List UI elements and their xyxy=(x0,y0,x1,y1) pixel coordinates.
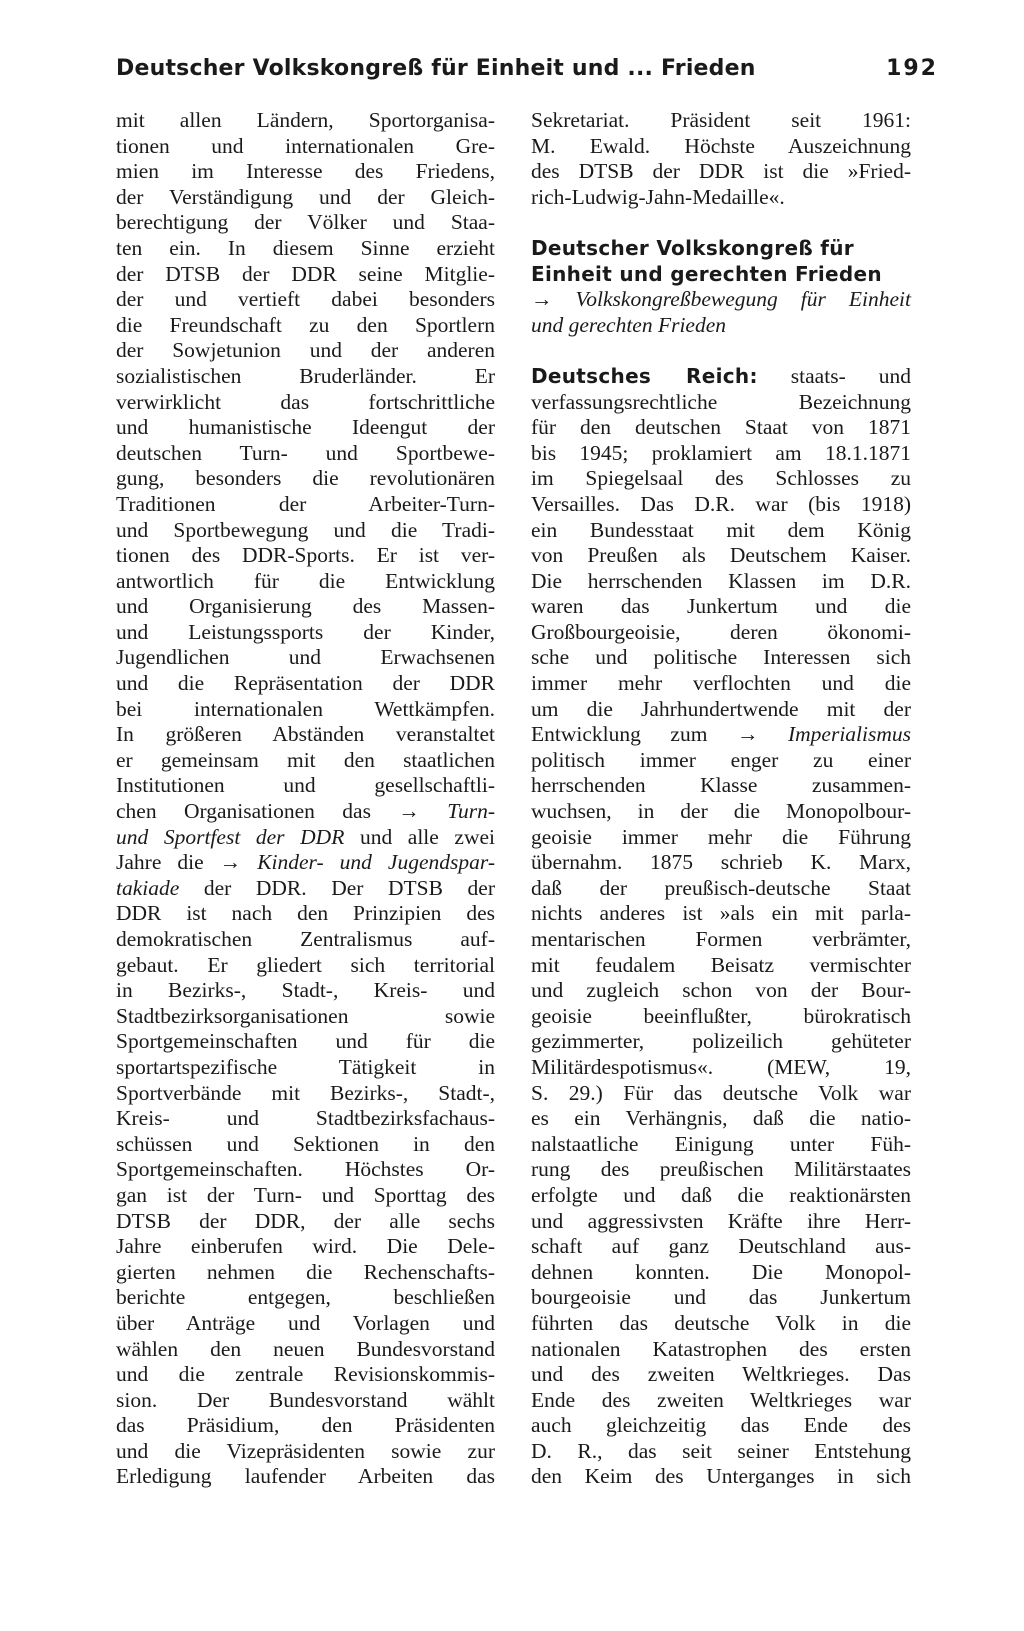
body-line: rung des preußischen Militärstaates xyxy=(531,1157,911,1182)
body-line: übernahm. 1875 schrieb K. Marx, xyxy=(531,850,911,875)
entry-heading-text: Einheit und gerechten Frieden xyxy=(531,261,882,286)
body-line: von Preußen als Deutschem Kaiser. xyxy=(531,543,911,568)
body-line: den Keim des Unterganges in sich xyxy=(531,1464,911,1489)
body-line: Jahre einberufen wird. Die Dele- xyxy=(116,1234,495,1259)
body-line: und aggressivsten Kräfte ihre Herr- xyxy=(531,1208,911,1233)
body-line: waren das Junkertum und die xyxy=(531,594,911,619)
cross-reference xyxy=(531,287,911,313)
body-line: und die Repräsentation der DDR xyxy=(116,671,495,696)
body-line: takiade der DDR. Der DTSB der xyxy=(116,875,495,900)
body-line: der Verständigung und der Gleich- xyxy=(116,184,495,209)
body-line: gan ist der Turn- und Sporttag des xyxy=(116,1182,495,1207)
page-number: 192 xyxy=(886,56,938,81)
body-line: er gemeinsam mit den staatlichen xyxy=(116,747,495,772)
body-line: für den deutschen Staat von 1871 xyxy=(531,415,911,440)
body-line: Sportverbände mit Bezirks-, Stadt-, xyxy=(116,1080,495,1105)
body-line: auch gleichzeitig das Ende des xyxy=(531,1413,911,1438)
arrow-icon: → xyxy=(531,287,553,312)
body-line: mit allen Ländern, Sportorganisa- xyxy=(116,108,495,132)
body-line: Traditionen der Arbeiter-Turn- xyxy=(116,491,495,516)
body-line: nationalen Katastrophen des ersten xyxy=(531,1336,911,1361)
entry-spacer xyxy=(531,338,911,364)
body-line: Kreis- und Stadtbezirksfachaus- xyxy=(116,1106,495,1131)
body-line: und die Vizepräsidenten sowie zur xyxy=(116,1438,495,1463)
cross-reference xyxy=(531,313,911,339)
body-line: Entwicklung zum → Imperialismus xyxy=(531,722,911,747)
body-line: und Sportfest der DDR und alle zwei xyxy=(116,824,496,849)
body-line: antwortlich für die Entwicklung xyxy=(116,568,495,593)
body-line: um die Jahrhundertwende mit der xyxy=(531,696,911,721)
body-line: chen Organisationen das → Turn- xyxy=(116,799,495,824)
body-line: über Anträge und Vorlagen und xyxy=(116,1310,495,1335)
body-line: Jahre die → Kinder- und Jugendspar- xyxy=(116,850,495,875)
body-line: ein Bundesstaat mit dem König xyxy=(531,517,911,542)
body-line: Militärdespotismus«. (MEW, 19, xyxy=(531,1054,911,1079)
body-line: gung, besonders die revolutionären xyxy=(116,466,495,491)
body-line: berechtigung der Völker und Staa- xyxy=(116,210,495,235)
body-line: nalstaatliche Einigung unter Füh- xyxy=(531,1131,911,1156)
entry-heading-text: Deutscher Volkskongreß für xyxy=(531,235,854,260)
body-line: geoisie immer mehr die Führung xyxy=(531,824,911,849)
body-line: und zugleich schon von der Bour- xyxy=(531,978,911,1003)
body-line: mien im Interesse des Friedens, xyxy=(116,159,495,184)
body-line: und die zentrale Revisionskommis- xyxy=(116,1362,495,1387)
body-line: im Spiegelsaal des Schlosses zu xyxy=(531,466,911,491)
body-line: ten ein. In diesem Sinne erzieht xyxy=(116,235,495,260)
body-line: tionen des DDR-Sports. Er ist ver- xyxy=(116,543,495,568)
body-line: gezimmerter, polizeilich gehüteter xyxy=(531,1029,911,1054)
body-line: In größeren Abständen veranstaltet xyxy=(116,722,495,747)
cross-reference-link[interactable]: Volkskongreßbewegung für Einheit xyxy=(575,287,911,312)
body-line: und des zweiten Weltkrieges. Das xyxy=(531,1362,911,1387)
body-line: der DTSB der DDR seine Mitglie- xyxy=(116,261,495,286)
body-line: Stadtbezirksorganisationen sowie xyxy=(116,1003,495,1028)
body-line: der Sowjetunion und der anderen xyxy=(116,338,495,363)
body-line: D. R., das seit seiner Entstehung xyxy=(531,1438,911,1463)
body-line: daß der preußisch-deutsche Staat xyxy=(531,875,911,900)
body-line: dehnen konnten. Die Monopol- xyxy=(531,1259,911,1284)
body-line: deutschen Turn- und Sportbewe- xyxy=(116,440,495,465)
body-line: Versailles. Das D.R. war (bis 1918) xyxy=(531,491,911,516)
body-line: wählen den neuen Bundesvorstand xyxy=(116,1336,495,1361)
body-line: der und vertieft dabei besonders xyxy=(116,287,495,312)
body-line: sportartspezifische Tätigkeit in xyxy=(116,1054,495,1079)
body-text: staats- und xyxy=(790,363,911,388)
body-line: Sportgemeinschaften und für die xyxy=(116,1029,495,1054)
body-line: in Bezirks-, Stadt-, Kreis- und xyxy=(116,978,495,1003)
entry-first-line xyxy=(531,364,911,390)
body-line: tionen und internationalen Gre- xyxy=(116,133,495,158)
body-line: bourgeoisie und das Junkertum xyxy=(531,1285,911,1310)
body-line: das Präsidium, den Präsidenten xyxy=(116,1413,495,1438)
entry-heading xyxy=(531,236,911,262)
body-line: die Freundschaft zu den Sportlern xyxy=(116,312,495,337)
body-line: erfolgte und daß die reaktionärsten xyxy=(531,1182,911,1207)
body-line: S. 29.) Für das deutsche Volk war xyxy=(531,1080,911,1105)
body-line: gierten nehmen die Rechenschafts- xyxy=(116,1259,495,1284)
body-line: Die herrschenden Klassen im D.R. xyxy=(531,568,911,593)
body-line: Großbourgeoisie, deren ökonomi- xyxy=(531,619,911,644)
body-line: und Sportbewegung und die Tradi- xyxy=(116,517,495,542)
body-line: bis 1945; proklamiert am 18.1.1871 xyxy=(531,440,911,465)
body-line: sion. Der Bundesvorstand wählt xyxy=(116,1387,495,1412)
body-line: führten das deutsche Volk in die xyxy=(531,1310,911,1335)
body-line: politisch immer enger zu einer xyxy=(531,747,911,772)
body-line: Jugendlichen und Erwachsenen xyxy=(116,645,495,670)
body-line: des DTSB der DDR ist die »Fried- xyxy=(531,159,911,184)
body-line: sche und politische Interessen sich xyxy=(531,645,911,670)
body-line: berichte entgegen, beschließen xyxy=(116,1285,495,1310)
left-column xyxy=(116,108,495,1490)
body-line: Ende des zweiten Weltkrieges war xyxy=(531,1387,911,1412)
body-line: DDR ist nach den Prinzipien des xyxy=(116,901,495,926)
body-line: und humanistische Ideengut der xyxy=(116,415,495,440)
body-line: und Leistungssports der Kinder, xyxy=(116,619,495,644)
body-line: verfassungsrechtliche Bezeichnung xyxy=(531,389,911,414)
body-line: wuchsen, in der die Monopolbour- xyxy=(531,799,911,824)
body-line: bei internationalen Wettkämpfen. xyxy=(116,696,495,721)
body-line: M. Ewald. Höchste Auszeichnung xyxy=(531,133,911,158)
cross-reference-link[interactable]: und gerechten Frieden xyxy=(531,312,727,337)
entry-heading-text: Deutsches Reich: xyxy=(531,363,758,388)
body-line: und Organisierung des Massen- xyxy=(116,594,495,619)
body-line: herrschenden Klasse zusammen- xyxy=(531,773,911,798)
body-line: Sekretariat. Präsident seit 1961: xyxy=(531,108,911,132)
body-line: DTSB der DDR, der alle sechs xyxy=(116,1208,495,1233)
body-line: schaft auf ganz Deutschland aus- xyxy=(531,1234,911,1259)
entry-spacer xyxy=(531,210,911,236)
body-line: mentarischen Formen verbrämter, xyxy=(531,927,911,951)
body-line: mit feudalem Beisatz vermischter xyxy=(531,952,911,977)
body-line: Institutionen und gesellschaftli- xyxy=(116,773,495,798)
body-line: sozialistischen Bruderländer. Er xyxy=(116,363,495,388)
body-line: Erledigung laufender Arbeiten das xyxy=(116,1464,495,1489)
body-line: demokratischen Zentralismus auf- xyxy=(116,927,495,951)
body-line: geoisie beeinflußter, bürokratisch xyxy=(531,1003,911,1028)
body-line: immer mehr verflochten und die xyxy=(531,671,911,696)
running-head: Deutscher Volkskongreß für Einheit und ... Frieden xyxy=(116,56,756,81)
body-line: schüssen und Sektionen in den xyxy=(116,1131,495,1156)
body-line: gebaut. Er gliedert sich territorial xyxy=(116,952,495,977)
body-line: Sportgemeinschaften. Höchstes Or- xyxy=(116,1157,495,1182)
right-column xyxy=(531,108,911,1490)
body-line: nichts anderes ist »als ein mit parla- xyxy=(531,901,911,926)
body-line: es ein Verhängnis, daß die natio- xyxy=(531,1106,911,1131)
entry-heading xyxy=(531,262,911,288)
body-line: rich-Ludwig-Jahn-Medaille«. xyxy=(531,184,785,209)
body-line: verwirklicht das fortschrittliche xyxy=(116,389,495,414)
